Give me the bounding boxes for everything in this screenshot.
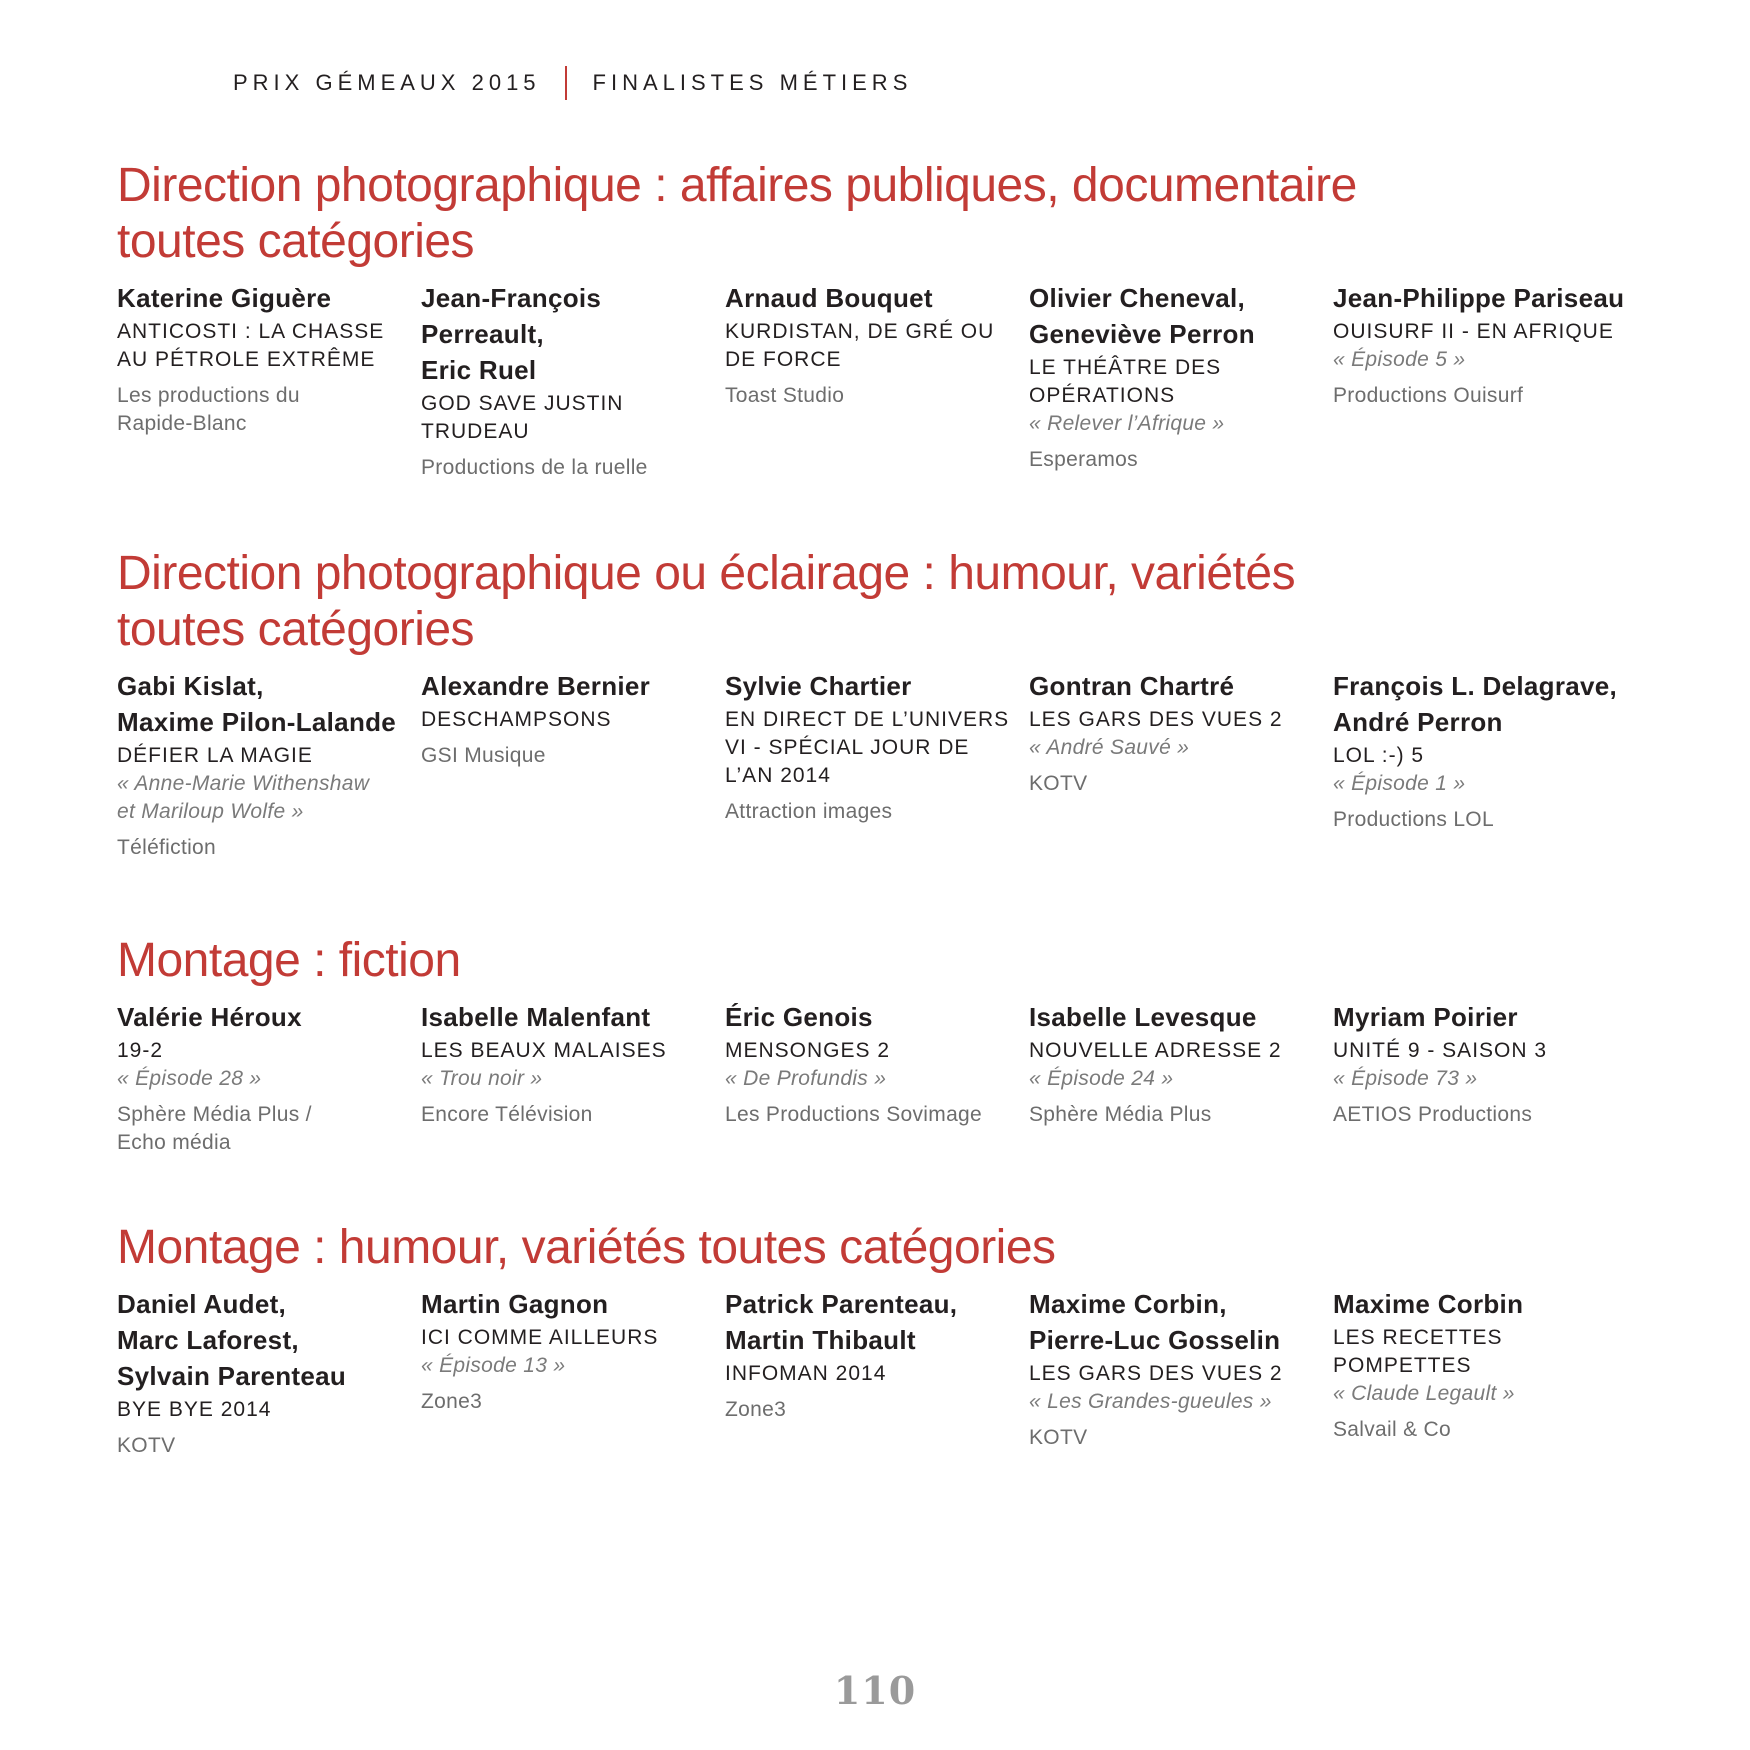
production-company-line: Productions LOL bbox=[1333, 808, 1494, 831]
finalist-entry bbox=[725, 280, 1029, 482]
finalist-name: François L. Delagrave, bbox=[1333, 671, 1618, 701]
production-company-line: KOTV bbox=[117, 1434, 176, 1457]
production-company bbox=[725, 1396, 1029, 1424]
finalist-name: Geneviève Perron bbox=[1029, 319, 1255, 349]
episode-title-line: « Épisode 5 » bbox=[1333, 348, 1466, 371]
section-title-line: Direction photographique ou éclairage : humour, variétés bbox=[117, 547, 1296, 600]
episode-title-line: « De Profundis » bbox=[725, 1067, 887, 1090]
finalist-name: Gontran Chartré bbox=[1029, 671, 1235, 701]
episode-title-line: et Mariloup Wolfe » bbox=[117, 800, 304, 823]
finalists-row bbox=[117, 668, 1677, 862]
production-company bbox=[1029, 770, 1333, 798]
finalist-entry bbox=[1333, 1286, 1637, 1460]
page-number: 110 bbox=[833, 1668, 917, 1713]
finalist-entry bbox=[421, 280, 725, 482]
episode-title-line: « Épisode 73 » bbox=[1333, 1067, 1478, 1090]
finalist-name: Gabi Kislat, bbox=[117, 671, 264, 701]
program-title bbox=[1029, 354, 1333, 410]
episode-title bbox=[421, 1352, 725, 1380]
header-separator bbox=[565, 66, 567, 100]
program-title-line: LES GARS DES VUES 2 bbox=[1029, 708, 1283, 731]
program-title-line: ICI COMME AILLEURS bbox=[421, 1326, 659, 1349]
program-title bbox=[421, 1324, 725, 1352]
section-title-line: toutes catégories bbox=[117, 603, 475, 656]
episode-title bbox=[117, 770, 421, 826]
production-company bbox=[421, 1388, 725, 1416]
section-title-line: Montage : fiction bbox=[117, 934, 461, 987]
production-company-line: Zone3 bbox=[725, 1398, 787, 1421]
program-title-line: DESCHAMPSONS bbox=[421, 708, 612, 731]
header-publication: PRIX GÉMEAUX 2015 bbox=[233, 70, 541, 95]
finalist-name: Patrick Parenteau, bbox=[725, 1289, 958, 1319]
finalist-entry bbox=[1029, 280, 1333, 482]
production-company-line: GSI Musique bbox=[421, 744, 546, 767]
finalist-names bbox=[725, 280, 1029, 316]
category-section bbox=[117, 1220, 1677, 1460]
finalist-name: Perreault, bbox=[421, 319, 544, 349]
production-company-line: Attraction images bbox=[725, 800, 893, 823]
production-company bbox=[1029, 1424, 1333, 1452]
program-title-line: L’AN 2014 bbox=[725, 764, 831, 787]
program-title-line: KURDISTAN, DE GRÉ OU bbox=[725, 320, 995, 343]
production-company bbox=[117, 1432, 421, 1460]
production-company bbox=[725, 1101, 1029, 1129]
finalist-names bbox=[725, 999, 1029, 1035]
section-title-line: Direction photographique : affaires publiques, documentaire bbox=[117, 159, 1357, 212]
finalist-entry bbox=[117, 280, 421, 482]
finalist-names bbox=[421, 999, 725, 1035]
finalist-name: Sylvain Parenteau bbox=[117, 1361, 347, 1391]
program-title bbox=[117, 318, 421, 374]
production-company-line: Sphère Média Plus / bbox=[117, 1103, 312, 1126]
finalist-entry bbox=[1029, 999, 1333, 1157]
episode-title bbox=[1029, 1065, 1333, 1093]
program-title-line: DE FORCE bbox=[725, 348, 842, 371]
program-title bbox=[117, 1037, 421, 1065]
section-title-line: toutes catégories bbox=[117, 215, 475, 268]
finalist-name: Jean-Philippe Pariseau bbox=[1333, 283, 1625, 313]
production-company-line: Salvail & Co bbox=[1333, 1418, 1451, 1441]
production-company bbox=[725, 798, 1029, 826]
finalist-names bbox=[421, 1286, 725, 1322]
finalist-entry bbox=[725, 999, 1029, 1157]
production-company-line: Zone3 bbox=[421, 1390, 483, 1413]
finalist-names bbox=[117, 999, 421, 1035]
finalist-name: Jean-François bbox=[421, 283, 602, 313]
finalist-names bbox=[1333, 668, 1637, 740]
finalist-name: Maxime Corbin, bbox=[1029, 1289, 1227, 1319]
production-company-line: Productions Ouisurf bbox=[1333, 384, 1524, 407]
production-company bbox=[1333, 1101, 1637, 1129]
finalist-entry bbox=[117, 1286, 421, 1460]
program-title-line: LES GARS DES VUES 2 bbox=[1029, 1362, 1283, 1385]
program-title-line: AU PÉTROLE EXTRÊME bbox=[117, 348, 376, 371]
program-title-line: LE THÉÂTRE DES bbox=[1029, 356, 1222, 379]
finalist-name: Maxime Corbin bbox=[1333, 1289, 1524, 1319]
section-title-line: Montage : humour, variétés toutes catégories bbox=[117, 1221, 1056, 1274]
program-title bbox=[1029, 706, 1333, 734]
episode-title bbox=[1333, 346, 1637, 374]
episode-title-line: « Trou noir » bbox=[421, 1067, 543, 1090]
episode-title-line: « Anne-Marie Withenshaw bbox=[117, 772, 370, 795]
production-company bbox=[421, 742, 725, 770]
finalist-name: Isabelle Levesque bbox=[1029, 1002, 1257, 1032]
finalist-name: Martin Thibault bbox=[725, 1325, 916, 1355]
finalist-name: Sylvie Chartier bbox=[725, 671, 912, 701]
program-title bbox=[117, 742, 421, 770]
program-title bbox=[1333, 318, 1637, 346]
finalist-name: Katerine Giguère bbox=[117, 283, 332, 313]
category-section bbox=[117, 933, 1677, 1157]
finalist-names bbox=[1333, 1286, 1637, 1322]
finalist-entry bbox=[117, 668, 421, 862]
episode-title bbox=[421, 1065, 725, 1093]
production-company bbox=[1029, 1101, 1333, 1129]
section-title bbox=[117, 1220, 1677, 1276]
production-company bbox=[117, 834, 421, 862]
finalist-names bbox=[1029, 668, 1333, 704]
finalist-name: André Perron bbox=[1333, 707, 1503, 737]
finalist-name: Marc Laforest, bbox=[117, 1325, 299, 1355]
episode-title-line: « Relever l’Afrique » bbox=[1029, 412, 1225, 435]
finalist-entry bbox=[1029, 1286, 1333, 1460]
episode-title bbox=[725, 1065, 1029, 1093]
production-company-line: Téléfiction bbox=[117, 836, 217, 859]
program-title-line: TRUDEAU bbox=[421, 420, 530, 443]
finalists-row bbox=[117, 1286, 1677, 1460]
finalist-names bbox=[1333, 999, 1637, 1035]
production-company bbox=[725, 382, 1029, 410]
finalist-names bbox=[1029, 999, 1333, 1035]
finalist-names bbox=[1333, 280, 1637, 316]
finalist-names bbox=[421, 668, 725, 704]
production-company-line: KOTV bbox=[1029, 1426, 1088, 1449]
finalist-names bbox=[1029, 1286, 1333, 1358]
program-title bbox=[725, 1037, 1029, 1065]
production-company bbox=[421, 454, 725, 482]
finalist-entry bbox=[421, 668, 725, 862]
finalist-entry bbox=[117, 999, 421, 1157]
episode-title bbox=[1333, 770, 1637, 798]
finalist-name: Arnaud Bouquet bbox=[725, 283, 933, 313]
production-company-line: Les Productions Sovimage bbox=[725, 1103, 983, 1126]
program-title-line: 19-2 bbox=[117, 1039, 164, 1062]
program-title-line: VI - SPÉCIAL JOUR DE bbox=[725, 736, 970, 759]
finalist-name: Alexandre Bernier bbox=[421, 671, 651, 701]
production-company-line: Encore Télévision bbox=[421, 1103, 593, 1126]
running-header bbox=[233, 66, 912, 100]
section-title bbox=[117, 933, 1677, 989]
production-company bbox=[117, 1101, 421, 1157]
program-title-line: UNITÉ 9 - SAISON 3 bbox=[1333, 1039, 1548, 1062]
program-title-line: GOD SAVE JUSTIN bbox=[421, 392, 624, 415]
header-section: FINALISTES MÉTIERS bbox=[592, 70, 913, 95]
program-title-line: LES BEAUX MALAISES bbox=[421, 1039, 667, 1062]
program-title bbox=[1029, 1360, 1333, 1388]
episode-title-line: « Épisode 28 » bbox=[117, 1067, 262, 1090]
program-title bbox=[421, 390, 725, 446]
program-title-line: EN DIRECT DE L’UNIVERS bbox=[725, 708, 1010, 731]
finalist-names bbox=[725, 668, 1029, 704]
episode-title bbox=[117, 1065, 421, 1093]
finalist-name: Martin Gagnon bbox=[421, 1289, 609, 1319]
production-company bbox=[1333, 382, 1637, 410]
episode-title bbox=[1029, 1388, 1333, 1416]
finalist-name: Myriam Poirier bbox=[1333, 1002, 1518, 1032]
finalists-row bbox=[117, 999, 1677, 1157]
finalist-name: Olivier Cheneval, bbox=[1029, 283, 1246, 313]
production-company bbox=[1333, 806, 1637, 834]
finalist-name: Valérie Héroux bbox=[117, 1002, 302, 1032]
program-title bbox=[725, 706, 1029, 790]
production-company bbox=[421, 1101, 725, 1129]
finalist-entry bbox=[1333, 999, 1637, 1157]
program-title-line: INFOMAN 2014 bbox=[725, 1362, 887, 1385]
category-section bbox=[117, 158, 1677, 482]
section-title bbox=[117, 546, 1677, 658]
production-company-line: Sphère Média Plus bbox=[1029, 1103, 1212, 1126]
program-title bbox=[1333, 1037, 1637, 1065]
program-title-line: BYE BYE 2014 bbox=[117, 1398, 272, 1421]
program-title bbox=[1029, 1037, 1333, 1065]
finalist-name: Isabelle Malenfant bbox=[421, 1002, 651, 1032]
finalist-entry bbox=[725, 1286, 1029, 1460]
production-company-line: Productions de la ruelle bbox=[421, 456, 648, 479]
production-company-line: AETIOS Productions bbox=[1333, 1103, 1533, 1126]
program-title bbox=[421, 706, 725, 734]
finalists-row bbox=[117, 280, 1677, 482]
production-company bbox=[1333, 1416, 1637, 1444]
episode-title-line: « Épisode 1 » bbox=[1333, 772, 1466, 795]
program-title-line: OPÉRATIONS bbox=[1029, 384, 1176, 407]
episode-title bbox=[1029, 410, 1333, 438]
finalist-names bbox=[421, 280, 725, 388]
program-title bbox=[421, 1037, 725, 1065]
finalist-entry bbox=[1333, 668, 1637, 862]
finalist-name: Éric Genois bbox=[725, 1002, 873, 1032]
production-company-line: Echo média bbox=[117, 1131, 231, 1154]
finalist-names bbox=[725, 1286, 1029, 1358]
program-title bbox=[1333, 1324, 1637, 1380]
finalist-name: Pierre-Luc Gosselin bbox=[1029, 1325, 1281, 1355]
finalist-entry bbox=[1029, 668, 1333, 862]
production-company bbox=[117, 382, 421, 438]
production-company-line: Les productions du bbox=[117, 384, 300, 407]
production-company bbox=[1029, 446, 1333, 474]
program-title-line: ANTICOSTI : LA CHASSE bbox=[117, 320, 385, 343]
finalist-names bbox=[117, 668, 421, 740]
finalist-name: Eric Ruel bbox=[421, 355, 537, 385]
program-title bbox=[725, 1360, 1029, 1388]
episode-title bbox=[1333, 1065, 1637, 1093]
episode-title bbox=[1029, 734, 1333, 762]
episode-title-line: « Claude Legault » bbox=[1333, 1382, 1515, 1405]
program-title-line: DÉFIER LA MAGIE bbox=[117, 744, 313, 767]
production-company-line: Toast Studio bbox=[725, 384, 845, 407]
episode-title bbox=[1333, 1380, 1637, 1408]
finalist-names bbox=[117, 280, 421, 316]
finalist-name: Maxime Pilon-Lalande bbox=[117, 707, 397, 737]
episode-title-line: « André Sauvé » bbox=[1029, 736, 1190, 759]
finalist-names bbox=[1029, 280, 1333, 352]
episode-title-line: « Les Grandes-gueules » bbox=[1029, 1390, 1272, 1413]
finalist-names bbox=[117, 1286, 421, 1394]
episode-title-line: « Épisode 13 » bbox=[421, 1354, 566, 1377]
program-title-line: MENSONGES 2 bbox=[725, 1039, 891, 1062]
finalist-entry bbox=[421, 999, 725, 1157]
category-section bbox=[117, 546, 1677, 862]
production-company-line: Esperamos bbox=[1029, 448, 1138, 471]
finalist-entry bbox=[1333, 280, 1637, 482]
production-company-line: Rapide-Blanc bbox=[117, 412, 247, 435]
program-title-line: OUISURF II - EN AFRIQUE bbox=[1333, 320, 1614, 343]
episode-title-line: « Épisode 24 » bbox=[1029, 1067, 1174, 1090]
program-title bbox=[117, 1396, 421, 1424]
program-title bbox=[725, 318, 1029, 374]
finalist-name: Daniel Audet, bbox=[117, 1289, 287, 1319]
program-title-line: NOUVELLE ADRESSE 2 bbox=[1029, 1039, 1282, 1062]
production-company-line: KOTV bbox=[1029, 772, 1088, 795]
program-title-line: LOL :-) 5 bbox=[1333, 744, 1425, 767]
program-title bbox=[1333, 742, 1637, 770]
program-title-line: LES RECETTES POMPETTES bbox=[1333, 1326, 1503, 1377]
section-title bbox=[117, 158, 1677, 270]
finalist-entry bbox=[421, 1286, 725, 1460]
finalist-entry bbox=[725, 668, 1029, 862]
